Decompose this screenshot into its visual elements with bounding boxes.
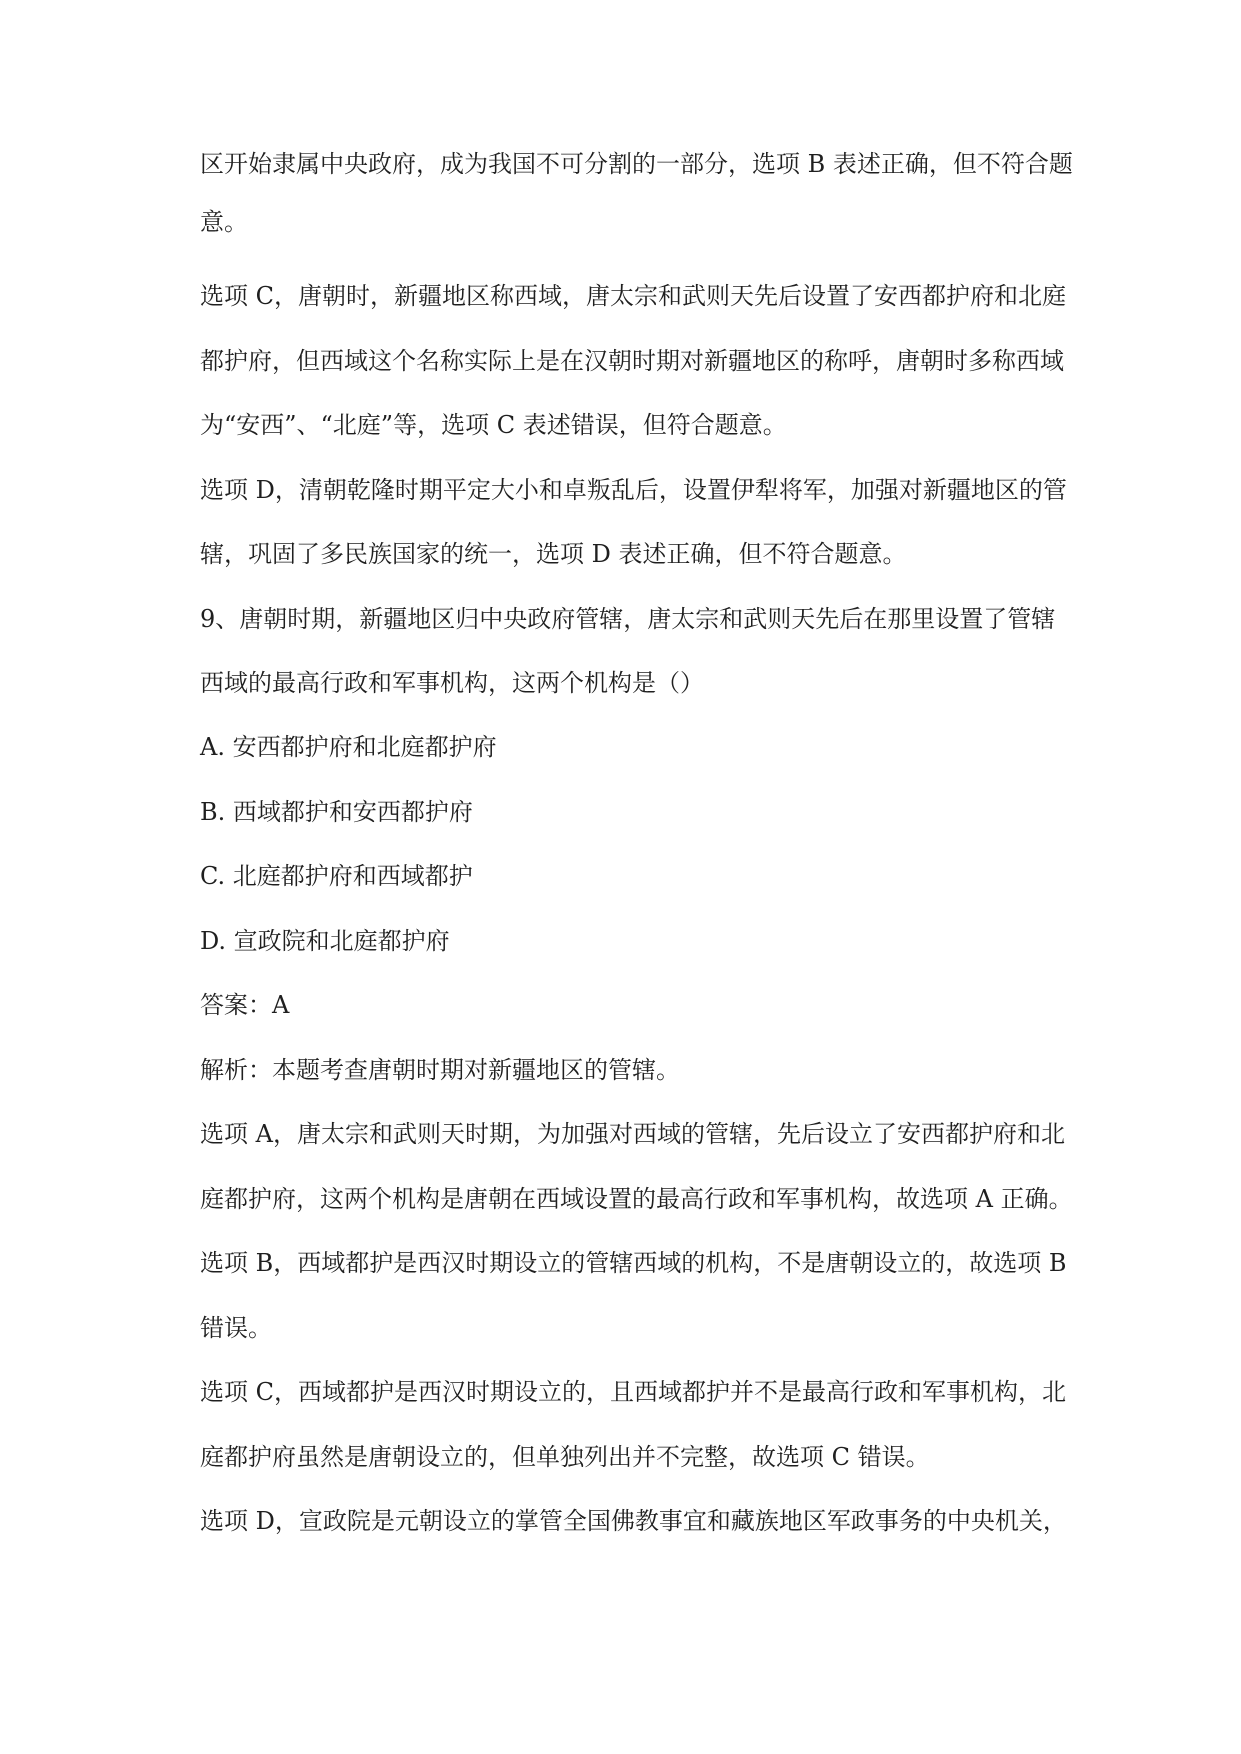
text-line: 为“安西”、“北庭”等，选项 C 表述错误，但符合题意。 (200, 411, 787, 439)
text-line: 辖，巩固了多民族国家的统一，选项 D 表述正确，但不符合题意。 (200, 540, 907, 568)
analysis-heading: 解析：本题考查唐朝时期对新疆地区的管辖。 (200, 1056, 680, 1084)
text-line: 庭都护府，这两个机构是唐朝在西域设置的最高行政和军事机构，故选项 A 正确。 (200, 1185, 1073, 1213)
text-line: 都护府，但西域这个名称实际上是在汉朝时期对新疆地区的称呼，唐朝时多称西域 (200, 347, 1064, 375)
option-b: B. 西域都护和安西都护府 (200, 798, 473, 826)
text-line: 区开始隶属中央政府，成为我国不可分割的一部分，选项 B 表述正确，但不符合题 (200, 150, 1073, 178)
option-c: C. 北庭都护府和西域都护 (200, 862, 473, 890)
question-stem: 9、唐朝时期，新疆地区归中央政府管辖，唐太宗和武则天先后在那里设置了管辖 (200, 605, 1056, 633)
text-line: 选项 C，西域都护是西汉时期设立的，且西域都护并不是最高行政和军事机构，北 (200, 1378, 1066, 1406)
option-a: A. 安西都护府和北庭都护府 (200, 733, 497, 761)
text-line: 意。 (200, 208, 248, 236)
option-d: D. 宣政院和北庭都护府 (200, 927, 450, 955)
text-line: 选项 D，宣政院是元朝设立的掌管全国佛教事宜和藏族地区军政事务的中央机关， (200, 1507, 1067, 1535)
text-line: 选项 C，唐朝时，新疆地区称西域，唐太宗和武则天先后设置了安西都护府和北庭 (200, 282, 1066, 310)
text-line: 庭都护府虽然是唐朝设立的，但单独列出并不完整，故选项 C 错误。 (200, 1443, 930, 1471)
question-stem: 西域的最高行政和军事机构，这两个机构是（） (200, 669, 704, 697)
text-line: 错误。 (200, 1314, 272, 1342)
text-line: 选项 A，唐太宗和武则天时期，为加强对西域的管辖，先后设立了安西都护府和北 (200, 1120, 1065, 1148)
text-line: 选项 B，西域都护是西汉时期设立的管辖西域的机构，不是唐朝设立的，故选项 B (200, 1249, 1067, 1277)
answer: 答案：A (200, 991, 290, 1019)
text-line: 选项 D，清朝乾隆时期平定大小和卓叛乱后，设置伊犁将军，加强对新疆地区的管 (200, 476, 1067, 504)
